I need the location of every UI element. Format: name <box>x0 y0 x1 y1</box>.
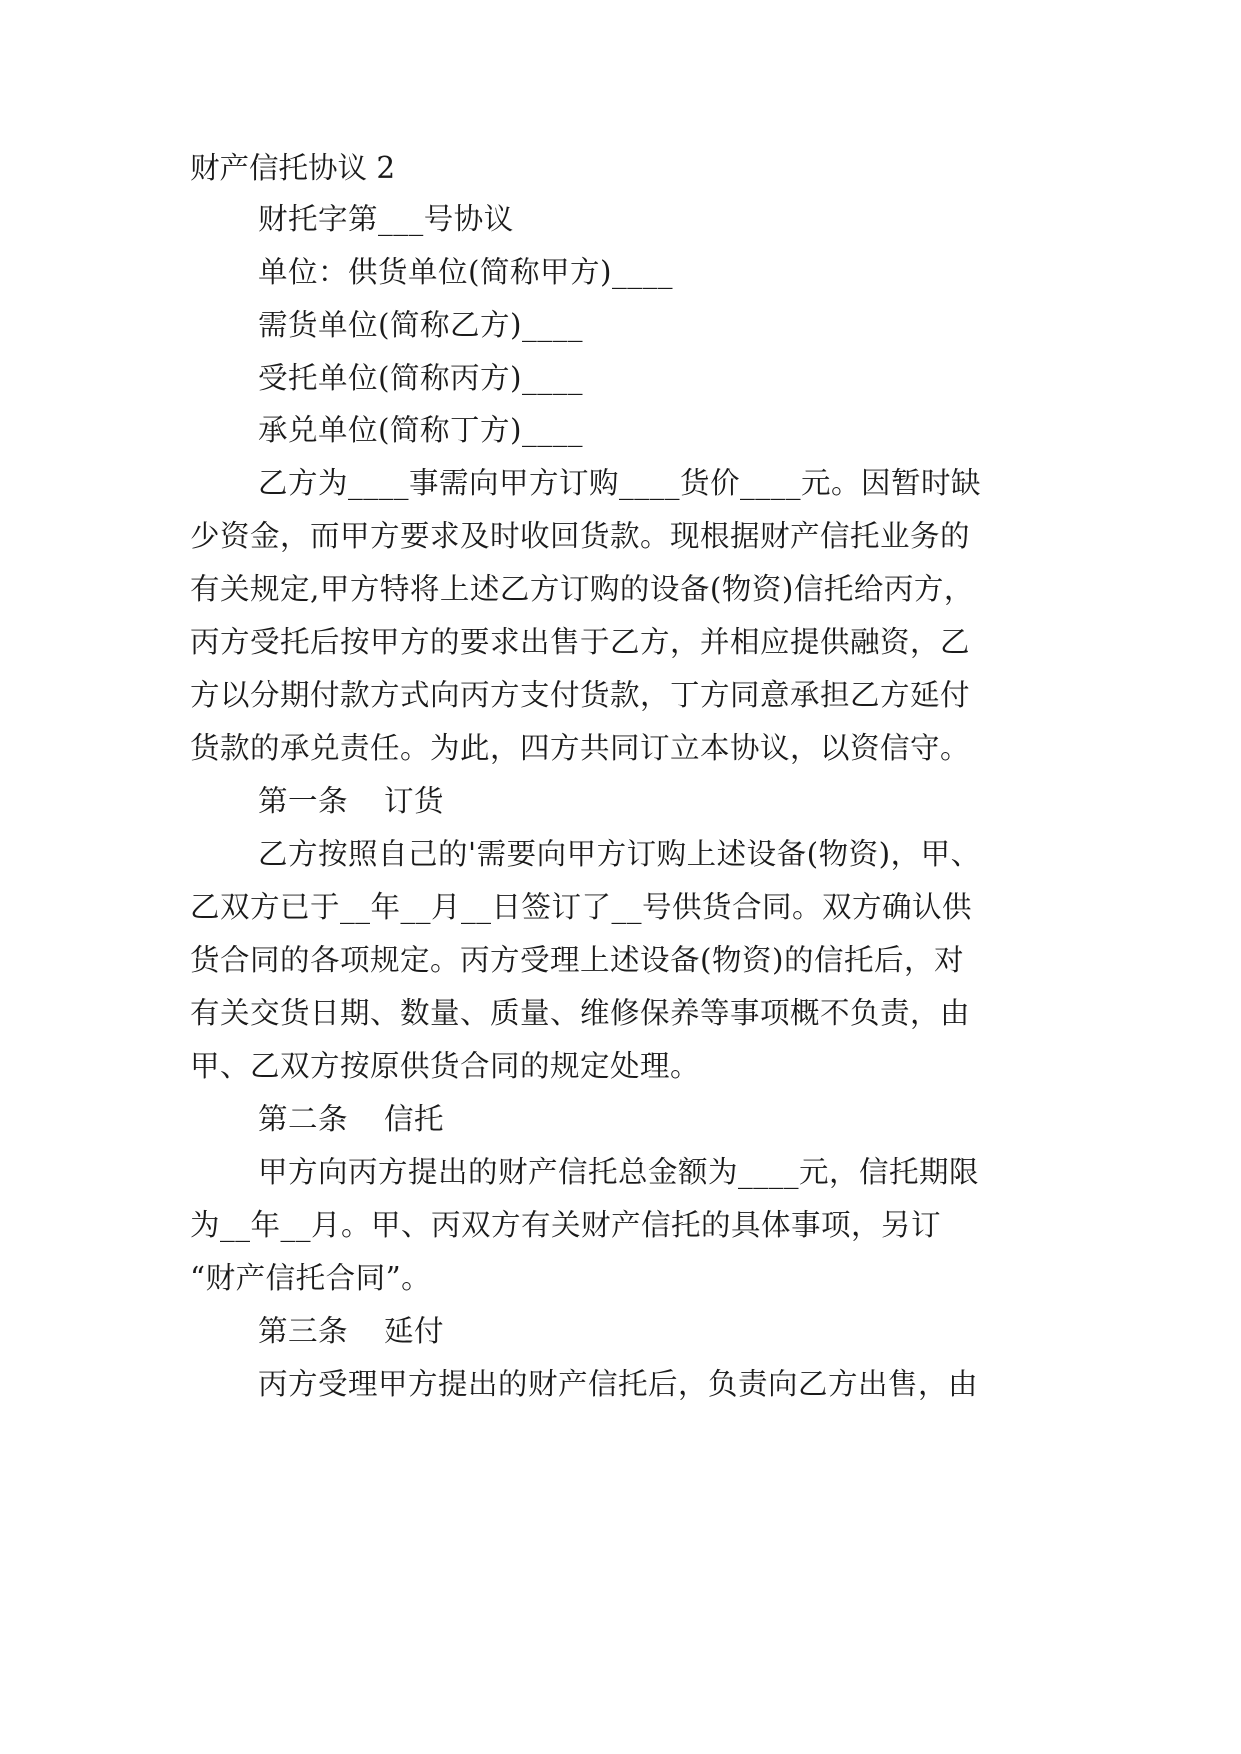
article-3-line: 丙方受理甲方提出的财产信托后，负责向乙方出售，由 <box>258 1367 979 1401</box>
preamble-line: 丙方受托后按甲方的要求出售于乙方，并相应提供融资，乙 <box>190 625 971 659</box>
preamble-line: 有关规定,甲方特将上述乙方订购的设备(物资)信托给丙方， <box>190 572 974 606</box>
article-1-heading <box>258 781 1138 821</box>
article-1-line: 货合同的各项规定。丙方受理上述设备(物资)的信托后，对 <box>190 943 965 977</box>
preamble-line: 货款的承兑责任。为此，四方共同订立本协议，以资信守。 <box>190 731 971 765</box>
article-number: 第三条 <box>258 1314 349 1348</box>
agreement-number-line: 财托字第___号协议 <box>258 202 514 236</box>
article-2-heading <box>258 1099 1138 1139</box>
preamble-line: 少资金，而甲方要求及时收回货款。现根据财产信托业务的 <box>190 519 971 553</box>
article-1-line: 有关交货日期、数量、质量、维修保养等事项概不负责，由 <box>190 996 971 1030</box>
article-2-line: 甲方向丙方提出的财产信托总金额为____元，信托期限 <box>258 1155 980 1189</box>
article-name: 订货 <box>384 784 445 818</box>
article-name: 延付 <box>384 1314 445 1348</box>
article-name: 信托 <box>384 1102 445 1136</box>
article-1-line: 乙方按照自己的'需要向甲方订购上述设备(物资)，甲、 <box>258 837 981 871</box>
party-a-line: 单位：供货单位(简称甲方)____ <box>258 255 674 289</box>
article-number: 第一条 <box>258 784 349 818</box>
party-b-line: 需货单位(简称乙方)____ <box>258 308 584 342</box>
article-number: 第二条 <box>258 1102 349 1136</box>
document-title: 财产信托协议 2 <box>190 151 396 185</box>
party-c-line: 受托单位(简称丙方)____ <box>258 361 584 395</box>
preamble-line: 方以分期付款方式向丙方支付货款，丁方同意承担乙方延付 <box>190 678 971 712</box>
article-3-heading <box>258 1311 1138 1351</box>
article-1-line: 甲、乙双方按原供货合同的规定处理。 <box>190 1049 701 1083</box>
article-1-line: 乙双方已于__年__月__日签订了__号供货合同。双方确认供 <box>190 890 973 924</box>
article-2-line: “财产信托合同”。 <box>190 1261 432 1295</box>
article-2-line: 为__年__月。甲、丙双方有关财产信托的具体事项，另订 <box>190 1208 942 1242</box>
party-d-line: 承兑单位(简称丁方)____ <box>258 413 584 447</box>
preamble-line: 乙方为____事需向甲方订购____货价____元。因暂时缺 <box>258 466 982 500</box>
